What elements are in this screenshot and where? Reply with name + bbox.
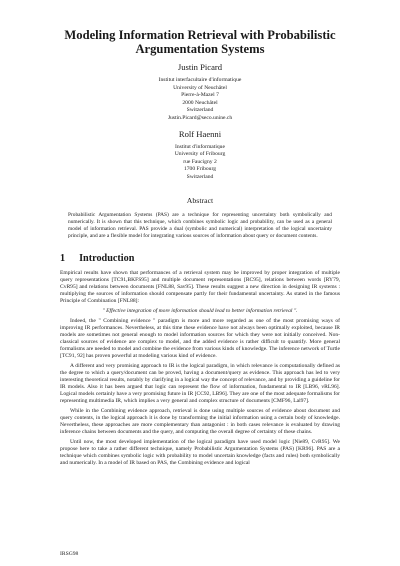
affiliation-line: Institut d'informatique: [175, 143, 225, 150]
abstract-heading: Abstract: [186, 195, 214, 205]
page-footer: IRSG98: [60, 551, 79, 557]
title-line-1: Modeling Information Retrieval with Probabilistic: [64, 28, 336, 42]
section-title: Introduction: [79, 252, 135, 264]
affiliation-line: 1700 Fribourg: [183, 166, 217, 173]
affiliation-line: 2000 Neuchâtel: [182, 99, 218, 106]
body-paragraph: Until now, the most developed implementation of the logical paradigm have used model logic [Nie89, CvR95]. We propose here to take a rather different technique, namely Probabilistic Argumentation Systems (PAS) [KR96]. PAS are a technique which combines symbolic logic with probability to model uncertain knowledge (facts and rules) both symbolically and numerically. In a model of IR based on PAS, the Combining evidence and logical: [60, 439, 340, 467]
title-line-2: Argumentation Systems: [135, 42, 265, 56]
affiliation-line: Switzerland: [186, 107, 214, 114]
author-email: Justin.Picard@seco.unine.ch: [167, 114, 233, 121]
body-paragraph: Indeed, the " Combining evidence " paradigm is more and more regarded as one of the most promising ways of improving IR performances. Nevertheless, at this time these evidence have not always been optimally exploited, because IR models are sometimes not general enough to model information sources for which they were not initially conceived. Non-classical sources of evidence are complex to model, and the added evidence is rather difficult to quantify. More general formalisms are needed to model and combine the evidence from various kinds of knowledge. The inference network of Turtle [TC91, 92] has proven powerful at modeling various kind of evidence.: [60, 317, 340, 359]
section-heading: [60, 253, 340, 265]
affiliation-line: Institut interfacultaire d'informatique: [158, 77, 242, 83]
author-block-2: [60, 129, 340, 182]
body-paragraph: Empirical results have shown that performances of a retrieval system may be improved by proper integration of multiple query representations [TC91,BKFS95] and multiple document representations [RC95], relations between words [RY79, CvR95] and relations between documents [FNL88, Sav95]. These results suggest a new direction in designing IR systems : multiplying the sources of information should compensate partly for their fundamental uncertainty. As stated in the famous Principle of Combination [FNL88]:: [60, 269, 340, 304]
body-paragraph: A different and very promising approach to IR is the logical paradigm, in which relevance is computationally defined as the degree to which a query/document can be proved, having a document/query as evidence. This approach has led to very interesting theoretical results, notably by clarifying in a logical way the concept of relevance, and by providing a guideline for IR models. Also it has been argued that logic can represent the flow of information, fundamental to IR [LB96, vRL96]. Logical models certainly have a very promising future in IR [CC92, LB96]. They are one of the most adequate formalisms for representing multimedia IR, which implies a very general and complex structure of documents [CMF96, Lal97].: [60, 363, 340, 405]
paper-title: [60, 28, 340, 56]
abstract-text: Probabilistic Argumentation Systems (PAS) are a technique for representing uncertainty both symbolically and numerically. It is shown that this technique, which combines symbolic logic and probability, can be used as a general model of information retrieval. PAS provide a dual (symbolic and numerical) interpretation of the logical uncertainty principle, and are a flexible model for integrating various sources of information about query or document contents.: [68, 211, 332, 239]
author-block-1: [60, 62, 340, 123]
body-paragraph: While in the Combining evidence approach, retrieval is done using multiple sources of evidence about document and query contents, in the logical approach it is done by transforming the initial information using a certain body of knowledge. Nevertheless, these approaches are more complementary than antagonist : in both cases relevance is evaluated by drawing inference chains between documents and the query, and computing the overall degree of certainty of these chains.: [60, 408, 340, 436]
author-affiliation: [60, 144, 340, 182]
affiliation-line: Pierre-à-Mazel 7: [181, 92, 219, 99]
affiliation-line: Switzerland: [186, 173, 214, 180]
section-number: 1: [60, 252, 66, 264]
author-name: Rolf Haenni: [178, 128, 222, 139]
affiliation-line: University of Fribourg: [174, 151, 226, 158]
affiliation-line: University of Neuchâtel: [173, 84, 227, 91]
affiliation-line: rue Faucigny 2: [183, 158, 217, 165]
author-affiliation: [60, 77, 340, 123]
author-name: Justin Picard: [177, 62, 223, 72]
principle-quote: " Effective integration of more information should lead to better information retrieval ".: [102, 307, 298, 314]
